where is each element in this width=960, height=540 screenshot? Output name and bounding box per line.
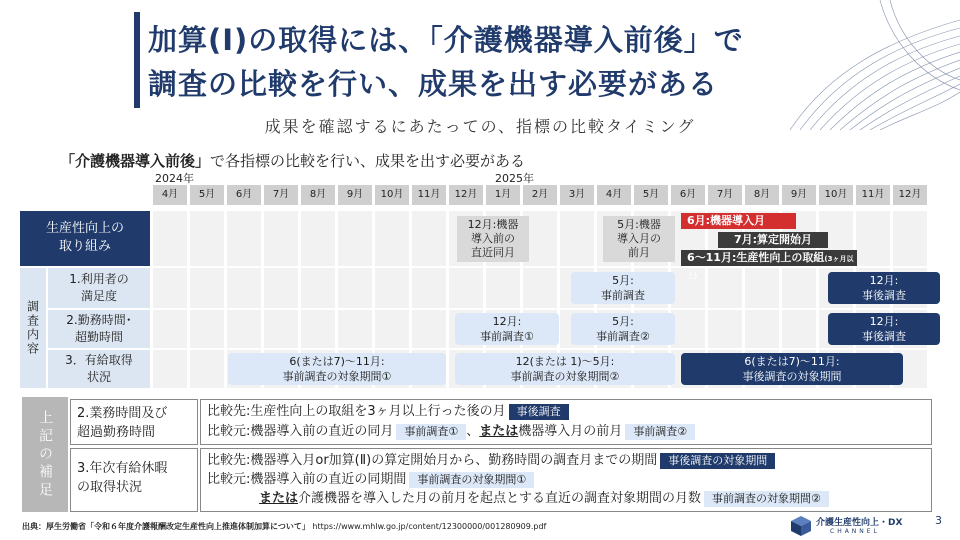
lead-bold: 「介護機器導入前後」 [60,152,211,170]
year-label-2024: 2024年 [155,172,194,185]
month-cell: 7月 [708,185,742,205]
box-jun-nov-small: (3ヶ月以上) [687,255,854,280]
tag-pre-survey2: 事前調査② [625,424,695,440]
tag-pre-period2: 事前調査の対象期間② [704,491,829,507]
year-label-2025: 2025年 [495,172,534,185]
grid-cell [782,268,816,308]
grid-cell [153,350,187,388]
box-leave-post: 6(または7)〜11月: 事後調査の対象期間 [681,353,903,385]
note2-line2-a: 比較元:機器導入前の直近の同月 [207,424,394,439]
grid-cell [856,211,890,266]
grid-cell [301,211,335,266]
logo-sub: CHANNEL [830,528,880,535]
note2-line2-c: 機器導入月の前月 [518,424,623,439]
grid-cell [190,310,224,348]
lead-text [60,150,525,171]
note3-line2-text: 比較元:機器導入前の直近の同期間 [207,472,407,487]
box-leave-pre2: 12(または 1)〜5月: 事前調査の対象期間② [455,353,675,385]
page-title [148,18,848,106]
month-cell: 10月 [819,185,853,205]
note2-line1-text: 比較先:生産性向上の取組を3ヶ月以上行った後の月 [207,404,506,419]
grid-cell [745,310,779,348]
box-hours-pre2: 5月: 事前調査② [571,313,675,345]
box-dec-before: 12月:機器 導入前の 直近同月 [457,216,529,262]
note3-body [200,448,932,512]
grid-cell [560,211,594,266]
month-cell: 6月 [671,185,705,205]
grid-cell [412,211,446,266]
note3-label: 3.年次有給休暇 の取得状況 [70,448,198,512]
month-cell: 11月 [856,185,890,205]
grid-cell [227,310,261,348]
note3-line3-emph: または [259,491,299,506]
grid-cell [301,268,335,308]
month-cell: 4月 [597,185,631,205]
month-cell: 1月 [486,185,520,205]
grid-cell [375,268,409,308]
grid-cell [893,211,927,266]
box-june-intro: 6月:機器導入月 [681,213,796,229]
month-cell: 2月 [523,185,557,205]
box-satisfaction-post: 12月: 事後調査 [828,272,940,304]
channel-logo [790,513,920,539]
grid-cell [227,211,261,266]
month-cell: 10月 [375,185,409,205]
page-title-line1: 加算(Ⅰ)の取得には、「介護機器導入前後」で [148,23,744,57]
note2-line1 [207,402,925,422]
box-july-start: 7月:算定開始月 [718,232,828,248]
box-leave-pre1: 6(または7)〜11月: 事前調査の対象期間① [228,353,446,385]
grid-cell [708,268,742,308]
source-label: 出典：厚生労働省「令和６年度介護報酬改定生産性向上推進体制加算について」 [22,522,310,531]
box-jun-nov-main: 6〜11月:生産性向上の取組 [687,251,825,264]
grid-cell [264,211,298,266]
note2-line2-b: 、 [466,424,480,439]
grid-cell [782,310,816,348]
row-label-productivity: 生産性向上の 取り組み [20,211,150,266]
grid-cell [153,310,187,348]
grid-cell [486,268,520,308]
grid-cell [375,211,409,266]
month-cell: 8月 [301,185,335,205]
row-label-leave: 3．有給取得 状況 [48,350,150,388]
box-may-before: 5月:機器 導入月の 前月 [603,216,675,262]
grid-cell [264,310,298,348]
month-cell: 5月 [634,185,668,205]
grid-cell [227,268,261,308]
month-cell: 4月 [153,185,187,205]
note3-line3-text: 介護機器を導入した月の前月を起点とする直近の調査対象期間の月数 [298,491,702,506]
grid-cell [745,268,779,308]
note2-body [200,399,932,445]
note3-line3 [207,489,925,508]
box-hours-post: 12月: 事後調査 [828,313,940,345]
grid-cell [523,268,557,308]
row-label-satisfaction: 1.利用者の 満足度 [48,268,150,308]
tag-pre-period1: 事前調査の対象期間① [409,472,534,488]
month-cell: 11月 [412,185,446,205]
grid-cell [338,310,372,348]
grid-cell [153,268,187,308]
notes-side-label: 上記の補足 [22,397,68,512]
tag-post-survey: 事後調査 [509,404,569,420]
month-cell: 3月 [560,185,594,205]
grid-cell [708,310,742,348]
grid-cell [301,310,335,348]
decorative-wave-graphic [770,0,960,130]
box-satisfaction-pre: 5月: 事前調査 [571,272,675,304]
note3-line1-text: 比較先:機器導入月or加算(Ⅱ)の算定開始月から、勤務時間の調査月までの期間 [207,453,658,468]
month-cell: 9月 [338,185,372,205]
note2-line2-emph: または [479,424,519,439]
source-footer [22,521,546,532]
note2-line2 [207,422,925,442]
page-title-line2: 調査の比較を行い、成果を出す必要がある [148,67,719,101]
grid-cell [412,268,446,308]
month-cell: 12月 [893,185,927,205]
month-cell: 8月 [745,185,779,205]
grid-cell [375,310,409,348]
grid-cell [264,268,298,308]
row-label-hours: 2.勤務時間･ 超勤時間 [48,310,150,348]
title-accent-bar [134,12,140,108]
grid-cell [338,268,372,308]
month-cell: 5月 [190,185,224,205]
page-number: 3 [935,514,942,527]
grid-cell [190,350,224,388]
tag-pre-survey1: 事前調査① [396,424,466,440]
box-jun-nov [681,250,857,280]
subtitle: 成果を確認するにあたっての、指標の比較タイミング [264,117,696,136]
logo-text: 介護生産性向上・DX [816,518,903,528]
row-label-survey-side: 調査内容 [20,268,46,388]
grid-cell [671,310,705,348]
note3-line1 [207,451,925,470]
month-cell: 12月 [449,185,483,205]
grid-cell [338,211,372,266]
source-url[interactable]: https://www.mhlw.go.jp/content/12300000/001280909.pdf [312,522,547,531]
month-cell: 6月 [227,185,261,205]
grid-cell [412,310,446,348]
month-cell: 7月 [264,185,298,205]
grid-cell [190,268,224,308]
note3-line2 [207,470,925,489]
cube-logo-icon [790,515,812,537]
box-hours-pre1: 12月: 事前調査① [455,313,559,345]
lead-rest: で各指標の比較を行い、成果を出す必要がある [210,152,526,170]
month-cell: 9月 [782,185,816,205]
note2-label: 2.業務時間及び 超過勤務時間 [70,399,198,445]
grid-cell [190,211,224,266]
tag-post-period: 事後調査の対象期間 [660,453,775,469]
grid-cell [449,268,483,308]
grid-cell [153,211,187,266]
